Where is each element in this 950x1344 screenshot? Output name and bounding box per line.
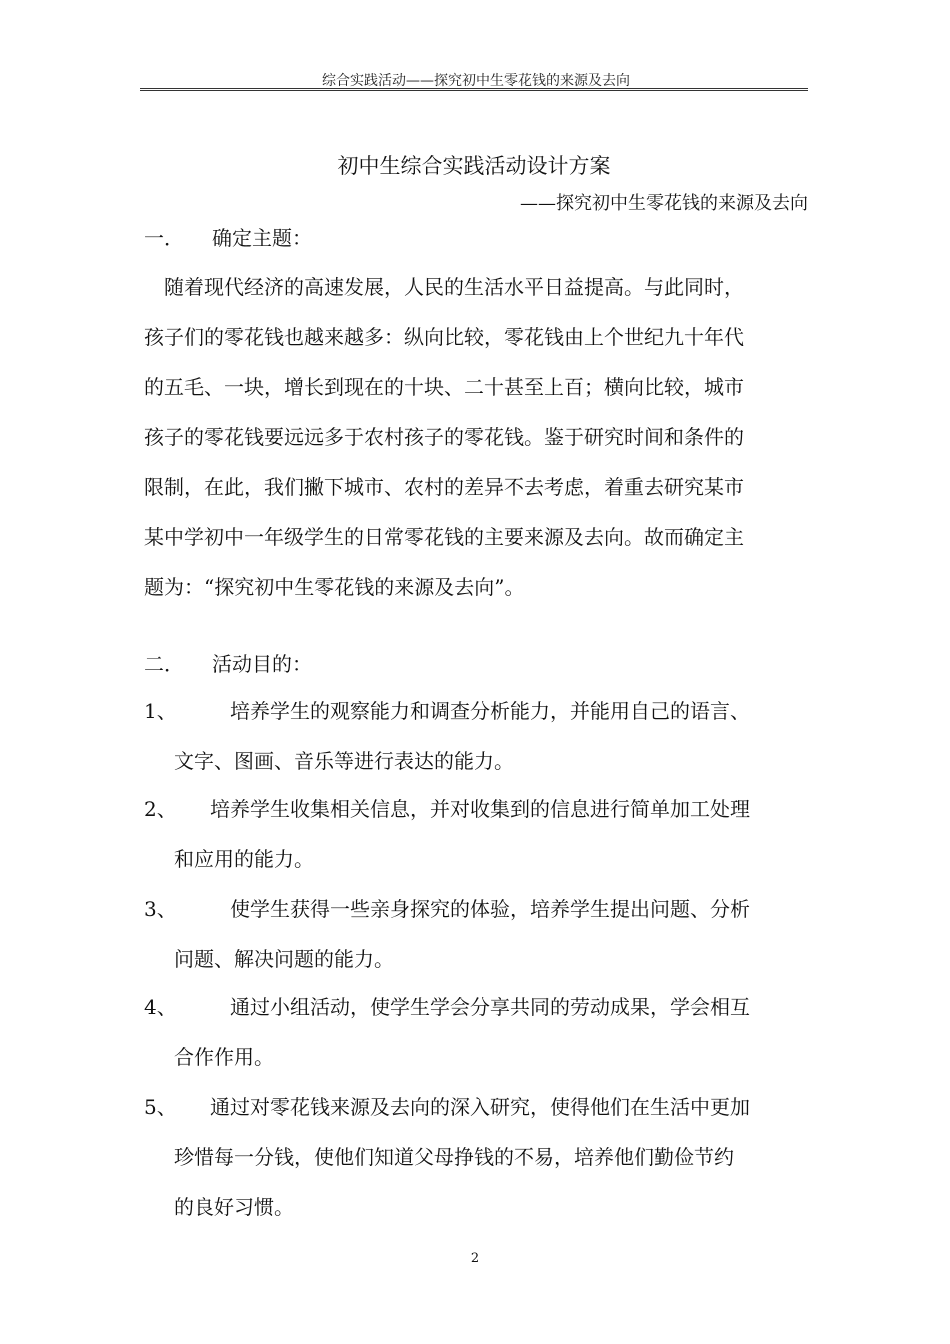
page-number: 2 [470, 1251, 480, 1266]
paragraph-line: 某中学初中一年级学生的日常零花钱的主要来源及去向。故而确定主 [144, 525, 744, 549]
section-2-title: 活动目的： [212, 652, 312, 676]
list-item-text: 通过对零花钱来源及去向的深入研究，使得他们在生活中更加 [210, 1095, 750, 1119]
list-item-text: 培养学生收集相关信息，并对收集到的信息进行简单加工处理 [210, 797, 750, 821]
list-item [144, 884, 808, 984]
list-item-continuation: 问题、解决问题的能力。 [174, 947, 394, 971]
document-title: 初中生综合实践活动设计方案 [337, 154, 611, 178]
list-item-continuation: 合作作用。 [174, 1045, 274, 1069]
list-item [144, 784, 808, 884]
paragraph-line: 随着现代经济的高速发展，人民的生活水平日益提高。与此同时， [144, 275, 744, 299]
list-item-text: 培养学生的观察能力和调查分析能力，并能用自己的语言、 [210, 699, 750, 723]
list-item-number: 1、 [144, 699, 177, 723]
list-item-continuation: 文字、图画、音乐等进行表达的能力。 [174, 749, 514, 773]
paragraph-line: 限制，在此，我们撇下城市、农村的差异不去考虑，着重去研究某市 [144, 475, 744, 499]
section-1-paragraph [144, 262, 808, 612]
list-item-text: 通过小组活动，使学生学会分享共同的劳动成果，学会相互 [210, 995, 750, 1019]
section-2-number: 二． [144, 652, 184, 676]
section-1-heading [144, 222, 312, 251]
list-item-continuation: 的良好习惯。 [174, 1195, 294, 1219]
list-item [144, 982, 808, 1082]
list-item [144, 686, 808, 786]
section-2-heading [144, 648, 312, 677]
list-item-continuation: 和应用的能力。 [174, 847, 314, 871]
list-item-text: 使学生获得一些亲身探究的体验，培养学生提出问题、分析 [210, 897, 750, 921]
header-rule [140, 88, 808, 91]
list-item-number: 5、 [144, 1095, 177, 1119]
section-1-number: 一． [144, 226, 184, 250]
list-item [144, 1082, 808, 1232]
running-header: 综合实践活动——探究初中生零花钱的来源及去向 [322, 73, 630, 89]
document-subtitle: ——探究初中生零花钱的来源及去向 [520, 193, 808, 214]
paragraph-line: 孩子们的零花钱也越来越多：纵向比较，零花钱由上个世纪九十年代 [144, 325, 744, 349]
list-item-continuation: 珍惜每一分钱，使他们知道父母挣钱的不易，培养他们勤俭节约 [174, 1145, 734, 1169]
paragraph-line: 的五毛、一块，增长到现在的十块、二十甚至上百；横向比较，城市 [144, 375, 744, 399]
list-item-number: 2、 [144, 797, 177, 821]
paragraph-line: 孩子的零花钱要远远多于农村孩子的零花钱。鉴于研究时间和条件的 [144, 425, 744, 449]
list-item-number: 3、 [144, 897, 177, 921]
list-item-number: 4、 [144, 995, 177, 1019]
section-1-title: 确定主题： [212, 226, 312, 250]
paragraph-line: 题为：“探究初中生零花钱的来源及去向”。 [144, 575, 525, 599]
